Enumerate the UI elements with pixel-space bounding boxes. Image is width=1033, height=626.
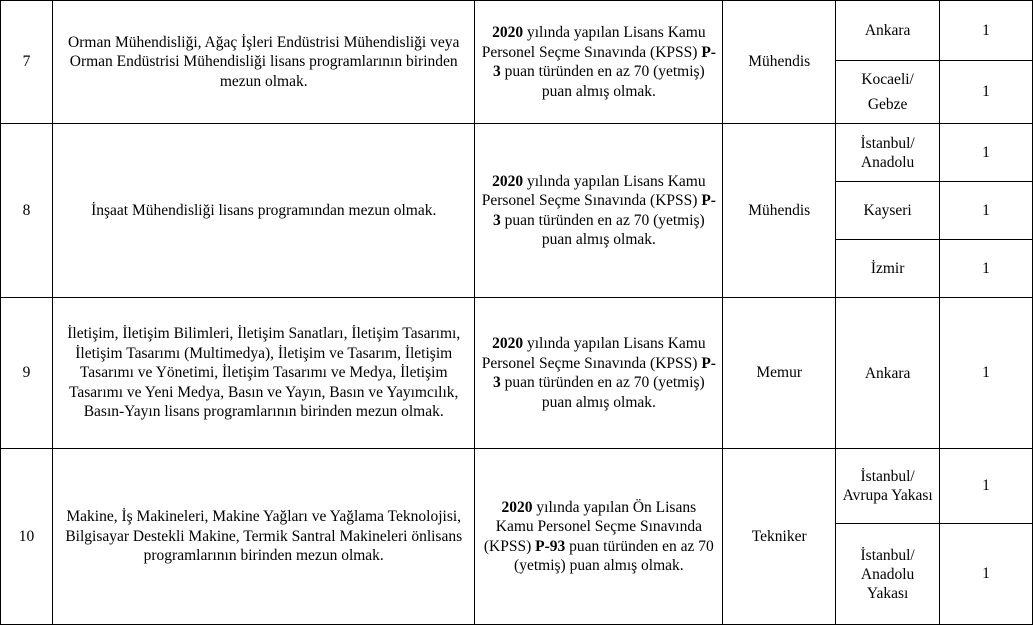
exam-text-pre: yılında yapılan Lisans Kamu Personel Seçme Sınavında (KPSS) (481, 24, 706, 61)
location-city: Kayseri (836, 182, 940, 240)
exam-requirement (475, 124, 723, 298)
position-title: Mühendis (723, 124, 836, 298)
exam-year: 2020 (492, 335, 524, 352)
table-row (1, 1, 1033, 61)
position-count: 1 (940, 61, 1033, 124)
position-title: Tekniker (723, 449, 836, 625)
exam-year: 2020 (501, 498, 533, 516)
exam-year: 2020 (492, 172, 524, 190)
position-count: 1 (940, 524, 1033, 625)
exam-score-type: P-3 (492, 192, 716, 229)
position-count: 1 (940, 124, 1033, 182)
exam-text-pre: yılında yapılan Lisans Kamu Personel Seçme Sınavında (KPSS) (481, 335, 706, 372)
location-city: İstanbul/ Avrupa Yakası (836, 449, 940, 524)
requirement-text: Orman Mühendisliği, Ağaç İşleri Endüstrisi Mühendisliği veya Orman Endüstrisi Mühendisliği lisans programlarının birinden mezun olmak. (52, 1, 475, 124)
exam-requirement (475, 449, 723, 625)
exam-text-post: puan türünden en az 70 (yetmiş) puan almış olmak. (500, 63, 705, 100)
location-city: Kocaeli/ Gebze (836, 61, 940, 124)
location-city: İstanbul/ Anadolu (836, 124, 940, 182)
row-number: 9 (1, 298, 53, 449)
exam-score-type: P-3 (492, 354, 716, 391)
exam-text-pre: yılında yapılan Ön Lisans Kamu Personel Seçme Sınavında (KPSS) (483, 498, 702, 555)
row-number: 10 (1, 449, 53, 625)
position-count: 1 (940, 240, 1033, 298)
table-row (1, 124, 1033, 182)
row-number: 8 (1, 124, 53, 298)
row-number: 7 (1, 1, 53, 124)
position-title: Memur (723, 298, 836, 449)
exam-requirement (475, 298, 723, 449)
exam-requirement (475, 1, 723, 124)
location-city: Ankara (836, 298, 940, 449)
requirement-text: İletişim, İletişim Bilimleri, İletişim Sanatları, İletişim Tasarımı, İletişim Tasarımı (Multimedya), İletişim ve Tasarım, İletişim Tasarımı ve Yönetimi, İletişim Tasarımı ve Medya, İletişim Tasarımı ve Yeni Medya, Basın ve Yayın, Basın ve Yayımcılık, Basın-Yayın lisans programlarının birinden mezun olmak. (52, 298, 475, 449)
requirement-text: Makine, İş Makineleri, Makine Yağları ve Yağlama Teknolojisi, Bilgisayar Destekli Makine, Termik Santral Makineleri önlisans programlarının birinden mezun olmak. (52, 449, 475, 625)
table-row (1, 298, 1033, 449)
exam-score-type: P-93 (535, 537, 566, 555)
location-city: İzmir (836, 240, 940, 298)
position-count: 1 (940, 449, 1033, 524)
exam-year: 2020 (492, 24, 524, 41)
exam-text-post: puan türünden en az 70 (yetmiş) puan almış olmak. (500, 374, 705, 411)
position-count: 1 (940, 182, 1033, 240)
exam-text-post: puan türünden en az 70 (yetmiş) puan almış olmak. (514, 537, 714, 574)
requirement-text: İnşaat Mühendisliği lisans programından mezun olmak. (52, 124, 475, 298)
exam-text-pre: yılında yapılan Lisans Kamu Personel Seçme Sınavında (KPSS) (481, 172, 706, 209)
exam-score-type: P-3 (492, 43, 716, 80)
location-city: İstanbul/ Anadolu Yakası (836, 524, 940, 625)
position-title: Mühendis (723, 1, 836, 124)
position-count: 1 (940, 298, 1033, 449)
exam-text-post: puan türünden en az 70 (yetmiş) puan almış olmak. (500, 211, 705, 248)
position-count: 1 (940, 1, 1033, 61)
table-row (1, 449, 1033, 524)
location-city: Ankara (836, 1, 940, 61)
